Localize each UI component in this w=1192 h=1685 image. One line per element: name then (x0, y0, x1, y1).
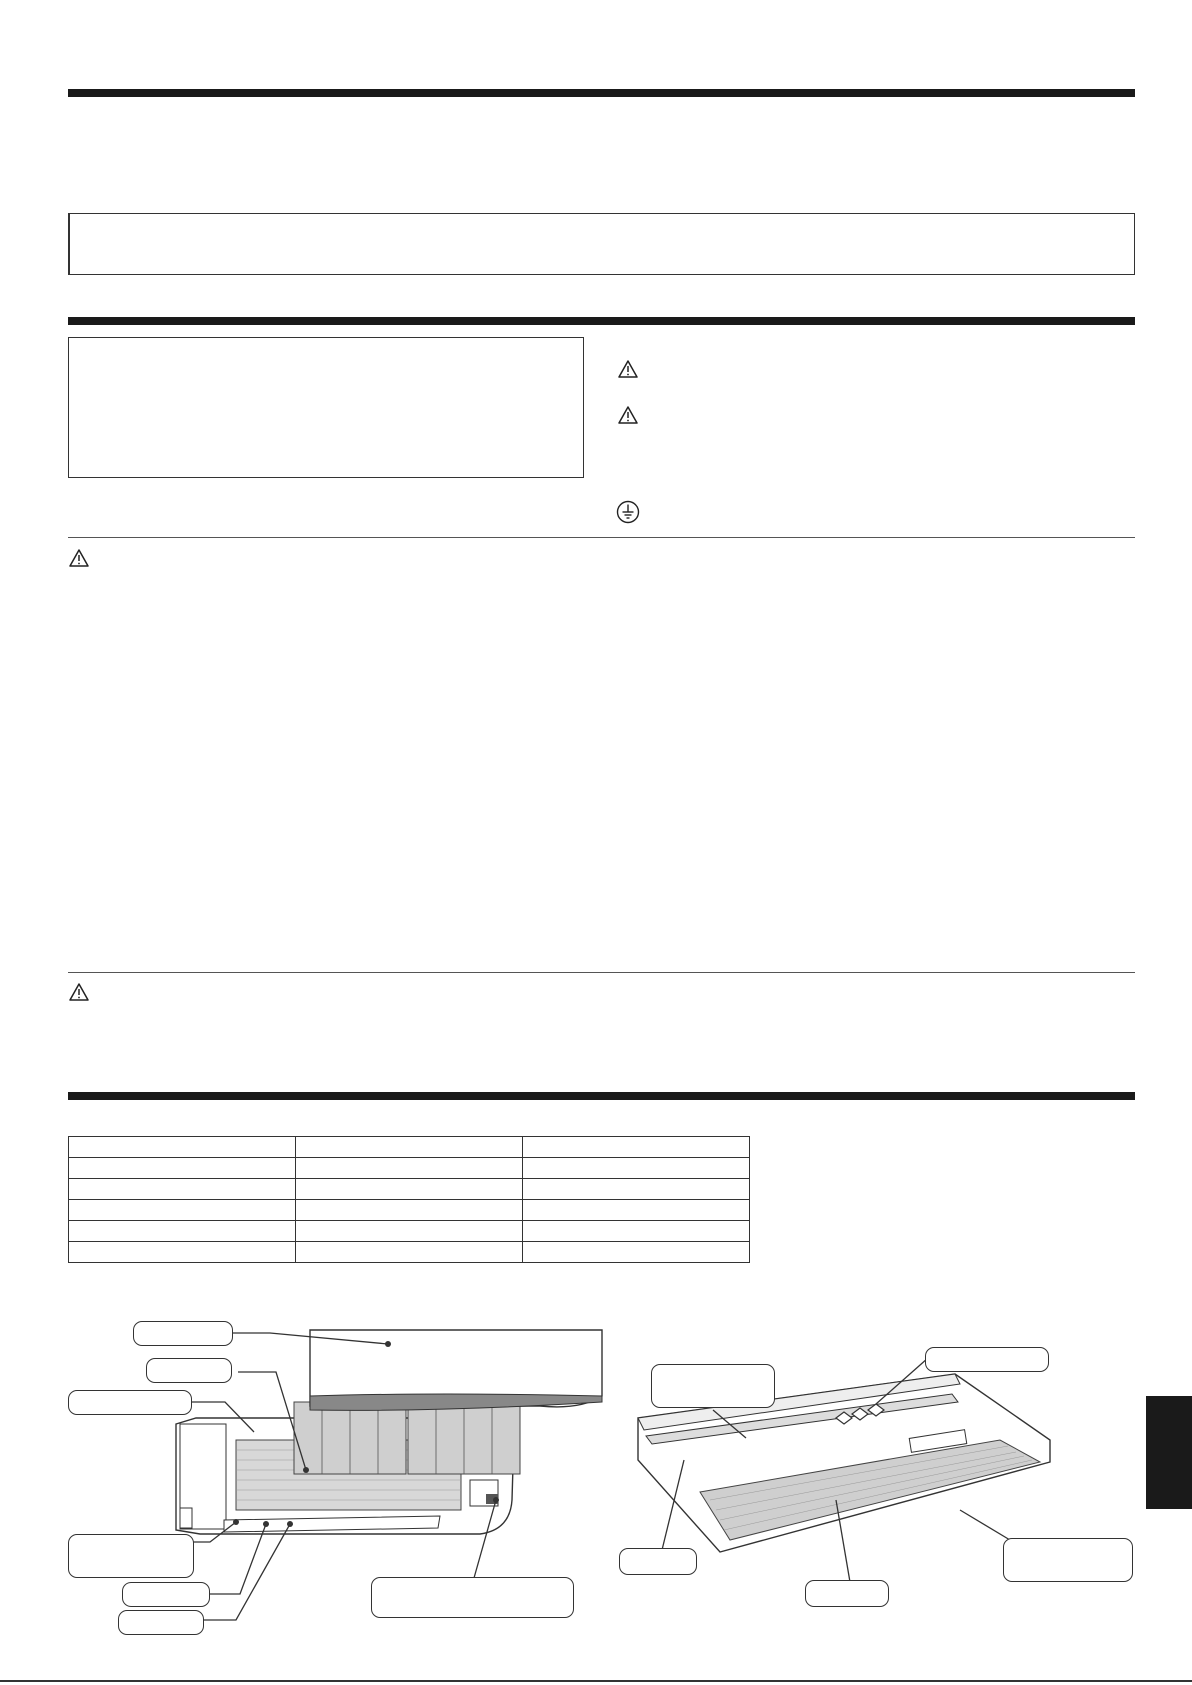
table-cell (69, 1200, 296, 1221)
callout-emergency-operation-switch (371, 1577, 574, 1618)
callout-air-intake-grille (651, 1364, 775, 1408)
table-row (69, 1137, 750, 1158)
callout-air-outlet (68, 1534, 194, 1578)
table-row (69, 1158, 750, 1179)
caution-triangle-icon (618, 406, 638, 424)
table-cell (296, 1242, 523, 1263)
table-cell (523, 1200, 750, 1221)
table-cell (69, 1221, 296, 1242)
caution-triangle-icon (69, 983, 89, 1001)
page-bottom-rule (0, 1680, 1192, 1682)
callout-air-outlet-ceiling (619, 1548, 697, 1575)
callout-guide-vane (925, 1347, 1049, 1372)
table-cell (296, 1221, 523, 1242)
language-tab-marker (1146, 1396, 1192, 1509)
table-cell (69, 1158, 296, 1179)
table-cell (296, 1179, 523, 1200)
table-cell (523, 1158, 750, 1179)
table-row (69, 1242, 750, 1263)
table-cell (69, 1242, 296, 1263)
warning-divider (68, 537, 1135, 538)
table-row (69, 1179, 750, 1200)
section-2-title-bar (68, 317, 1135, 325)
table-row (69, 1221, 750, 1242)
callout-vertical-vane (118, 1610, 204, 1635)
table-cell (523, 1242, 750, 1263)
intro-note-box (68, 213, 1135, 275)
safety-notice-box (68, 337, 584, 478)
callout-filter-ceiling (805, 1580, 889, 1607)
table-cell (69, 1179, 296, 1200)
table-cell (296, 1137, 523, 1158)
table-cell (523, 1221, 750, 1242)
warning-triangle-icon (618, 360, 638, 378)
table-cell (523, 1137, 750, 1158)
callout-air-intake-ceiling (1003, 1538, 1133, 1582)
callout-front-panel (133, 1321, 233, 1346)
spec-table (68, 1136, 750, 1263)
table-cell (296, 1200, 523, 1221)
table-cell (296, 1158, 523, 1179)
callout-air-filter (146, 1358, 232, 1383)
warning-triangle-icon (69, 549, 89, 567)
table-cell (523, 1179, 750, 1200)
section-1-title-bar (68, 89, 1135, 97)
table-row (69, 1200, 750, 1221)
callout-horizontal-vane (122, 1582, 210, 1607)
callout-air-cleaning-filter (68, 1390, 192, 1415)
table-cell (69, 1137, 296, 1158)
caution-divider (68, 972, 1135, 973)
earth-ground-icon (616, 500, 640, 524)
section-3-title-bar (68, 1092, 1135, 1100)
